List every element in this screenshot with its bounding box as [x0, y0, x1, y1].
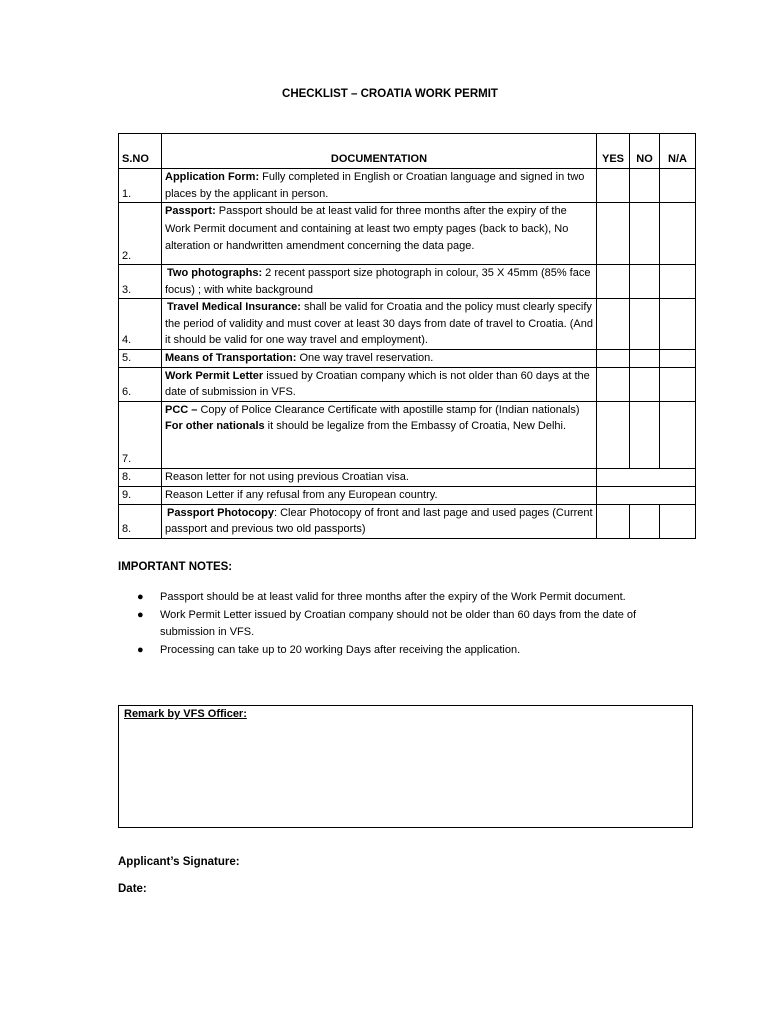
- row-text: One way travel reservation.: [296, 351, 434, 364]
- row-description: [162, 504, 597, 538]
- row-text-secondary: it should be legalize from the Embassy of Croatia, New Delhi.: [264, 420, 567, 432]
- list-item: [137, 642, 657, 660]
- row-text: : Clear Photocopy of front and last page and used pages (Current passport and previous two old passports): [165, 506, 593, 535]
- table-row: [119, 169, 696, 203]
- note-text: Passport should be at least valid for three months after the expiry of the Work Permit document.: [160, 591, 626, 603]
- remark-box[interactable]: [118, 705, 693, 828]
- yes-checkbox-cell[interactable]: [597, 265, 630, 299]
- row-number: 2.: [119, 203, 162, 265]
- row-text: Reason letter for not using previous Croatian visa.: [165, 470, 409, 483]
- row-number: 8.: [119, 468, 162, 486]
- row-description: [162, 486, 597, 504]
- row-text: Passport should be at least valid for three months after the expiry of the Work Permit document and containing at least two empty pages (back to back), No alteration or handwritten amendment concerning the data page.: [165, 205, 569, 252]
- row-label: Two photographs:: [167, 267, 263, 279]
- table-row: [119, 468, 696, 486]
- table-row: [119, 401, 696, 468]
- row-number: 1.: [119, 169, 162, 203]
- row-label: Work Permit Letter: [165, 369, 264, 382]
- yes-checkbox-cell[interactable]: [597, 401, 630, 468]
- header-sno: S.NO: [119, 134, 162, 169]
- table-row: [119, 265, 696, 299]
- no-checkbox-cell[interactable]: [630, 367, 660, 401]
- no-checkbox-cell[interactable]: [630, 349, 660, 367]
- row-number: 7.: [119, 401, 162, 468]
- table-row: [119, 203, 696, 265]
- no-checkbox-cell[interactable]: [630, 265, 660, 299]
- row-number: 4.: [119, 299, 162, 350]
- checklist-table: [118, 133, 696, 539]
- merged-checkbox-cell[interactable]: [597, 486, 696, 504]
- row-label: Application Form:: [165, 171, 260, 183]
- na-checkbox-cell[interactable]: [660, 367, 696, 401]
- row-text: Reason Letter if any refusal from any European country.: [165, 488, 438, 501]
- row-label: Passport:: [165, 205, 216, 217]
- header-yes: YES: [597, 134, 630, 169]
- no-checkbox-cell[interactable]: [630, 401, 660, 468]
- na-checkbox-cell[interactable]: [660, 401, 696, 468]
- bullet-icon: ●: [137, 608, 144, 621]
- yes-checkbox-cell[interactable]: [597, 349, 630, 367]
- table-header-row: [119, 134, 696, 169]
- date-label: Date:: [118, 883, 147, 895]
- no-checkbox-cell[interactable]: [630, 299, 660, 350]
- row-label: Passport Photocopy: [167, 506, 274, 519]
- table-row: [119, 349, 696, 367]
- note-text: Processing can take up to 20 working Days after receiving the application.: [160, 643, 521, 656]
- table-row: [119, 299, 696, 350]
- na-checkbox-cell[interactable]: [660, 349, 696, 367]
- signature-label: Applicant’s Signature:: [118, 856, 240, 868]
- na-checkbox-cell[interactable]: [660, 169, 696, 203]
- table-row: [119, 367, 696, 401]
- row-description: [162, 169, 597, 203]
- yes-checkbox-cell[interactable]: [597, 299, 630, 350]
- row-text: issued by Croatian company which is not older than 60 days at the date of submission in VFS.: [165, 369, 590, 398]
- table-row: [119, 486, 696, 504]
- row-description: [162, 349, 597, 367]
- na-checkbox-cell[interactable]: [660, 504, 696, 538]
- important-notes-list: [137, 589, 657, 659]
- row-label: PCC –: [165, 403, 198, 416]
- list-item: [137, 589, 657, 607]
- row-number: 6.: [119, 367, 162, 401]
- row-description: [162, 265, 597, 299]
- row-number: 8.: [119, 504, 162, 538]
- yes-checkbox-cell[interactable]: [597, 203, 630, 265]
- row-label: Travel Medical Insurance:: [167, 301, 301, 313]
- row-text: shall be valid for Croatia and the policy must clearly specify the period of validity and must cover at least 30 days from date of travel to Croatia. (And it should be valid for one way travel and employment).: [165, 301, 593, 346]
- bullet-icon: ●: [137, 591, 144, 603]
- row-description: [162, 401, 597, 468]
- row-description: [162, 203, 597, 265]
- row-description: [162, 468, 597, 486]
- no-checkbox-cell[interactable]: [630, 504, 660, 538]
- header-documentation: DOCUMENTATION: [162, 134, 597, 169]
- no-checkbox-cell[interactable]: [630, 169, 660, 203]
- header-no: NO: [630, 134, 660, 169]
- page-title: CHECKLIST – CROATIA WORK PERMIT: [282, 88, 498, 100]
- row-label: Means of Transportation:: [165, 351, 297, 364]
- table-row: [119, 504, 696, 538]
- important-notes-heading: IMPORTANT NOTES:: [118, 561, 233, 573]
- yes-checkbox-cell[interactable]: [597, 367, 630, 401]
- row-label-secondary: For other nationals: [165, 420, 265, 432]
- note-text: Work Permit Letter issued by Croatian company should not be older than 60 days from the date of submission in VFS.: [160, 608, 637, 638]
- row-description: [162, 367, 597, 401]
- header-na: N/A: [660, 134, 696, 169]
- row-text: Fully completed in English or Croatian language and signed in two places by the applicant in person.: [165, 171, 585, 200]
- yes-checkbox-cell[interactable]: [597, 504, 630, 538]
- row-text: Copy of Police Clearance Certificate with apostille stamp for (Indian nationals): [197, 403, 580, 416]
- no-checkbox-cell[interactable]: [630, 203, 660, 265]
- remark-label: Remark by VFS Officer:: [124, 708, 247, 720]
- row-number: 3.: [119, 265, 162, 299]
- list-item: [137, 607, 657, 642]
- bullet-icon: ●: [137, 643, 144, 656]
- row-text: 2 recent passport size photograph in colour, 35 X 45mm (85% face focus) ; with white background: [165, 267, 591, 296]
- na-checkbox-cell[interactable]: [660, 299, 696, 350]
- row-description: [162, 299, 597, 350]
- na-checkbox-cell[interactable]: [660, 265, 696, 299]
- row-number: 9.: [119, 486, 162, 504]
- na-checkbox-cell[interactable]: [660, 203, 696, 265]
- row-number: 5.: [119, 349, 162, 367]
- merged-checkbox-cell[interactable]: [597, 468, 696, 486]
- yes-checkbox-cell[interactable]: [597, 169, 630, 203]
